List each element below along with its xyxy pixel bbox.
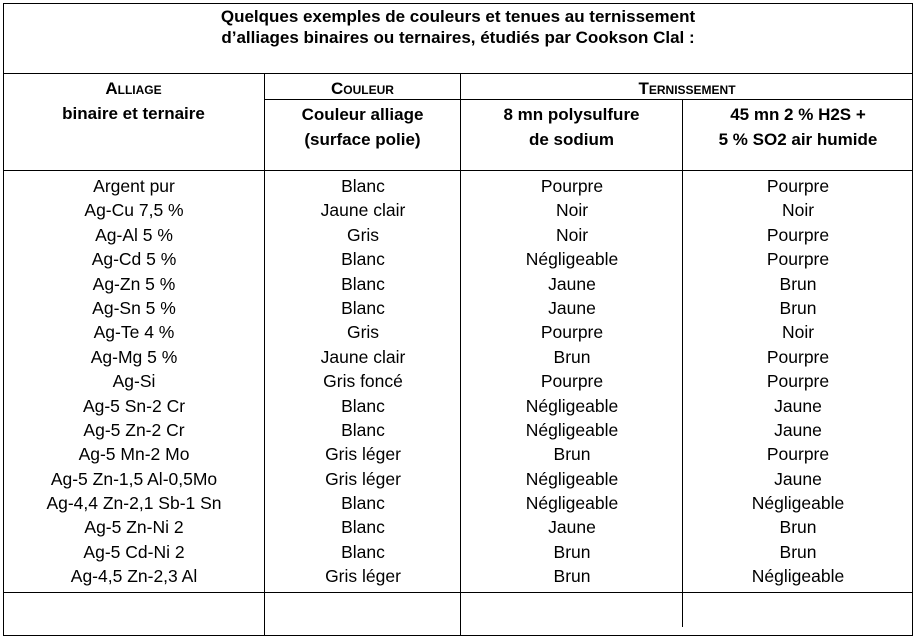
cell-h2s: Jaune [774, 419, 822, 440]
cell-alliage: Ag-Mg 5 % [90, 346, 178, 367]
cell-alliage: Ag-Cu 7,5 % [84, 200, 184, 221]
table-row [3, 394, 913, 418]
title-line-2: d’alliages binaires ou ternaires, étudiés par Cookson Clal : [221, 28, 695, 47]
cell-h2s: Brun [779, 273, 817, 294]
cell-couleur: Gris [346, 224, 380, 245]
cell-couleur: Blanc [341, 176, 385, 196]
cell-h2s: Pourpre [766, 176, 830, 196]
cell-couleur: Blanc [341, 249, 385, 270]
cell-polysulfure: Jaune [548, 517, 596, 538]
header-couleur: Couleur [331, 79, 394, 98]
table-row [3, 491, 913, 515]
cell-h2s: Pourpre [766, 249, 830, 270]
header-couleur-sub-2: (surface polie) [304, 130, 421, 149]
cell-polysulfure: Négligeable [525, 419, 619, 440]
cell-h2s: Brun [779, 541, 817, 562]
cell-polysulfure: Pourpre [540, 371, 604, 392]
cell-alliage: Ag-Si [112, 371, 156, 392]
table-row [3, 320, 913, 344]
cell-alliage: Ag-5 Cd-Ni 2 [83, 541, 185, 562]
cell-h2s: Pourpre [766, 224, 830, 245]
table-row [3, 272, 913, 296]
cell-couleur: Blanc [341, 493, 385, 514]
cell-h2s: Jaune [774, 395, 822, 416]
table-row [3, 198, 913, 222]
cell-h2s: Négligeable [751, 566, 845, 587]
cell-couleur: Blanc [341, 419, 385, 440]
header-h2s [683, 102, 913, 152]
header-alliage-label: Alliage [105, 79, 162, 98]
header-couleur-sub-1: Couleur alliage [301, 105, 424, 124]
cell-couleur: Blanc [341, 541, 385, 562]
cell-h2s: Pourpre [766, 371, 830, 392]
cell-h2s: Noir [781, 322, 815, 343]
table-title [3, 6, 913, 48]
cell-alliage: Ag-Cd 5 % [91, 249, 177, 270]
cell-alliage: Ag-5 Mn-2 Mo [78, 444, 190, 465]
cell-couleur: Blanc [341, 395, 385, 416]
table-row [3, 442, 913, 466]
cell-polysulfure: Brun [553, 346, 591, 367]
title-divider [3, 73, 913, 74]
table-row [3, 174, 913, 198]
cell-alliage: Ag-5 Sn-2 Cr [82, 395, 186, 416]
cell-alliage: Ag-Zn 5 % [92, 273, 176, 294]
cell-alliage: Ag-Sn 5 % [92, 297, 176, 318]
cell-polysulfure: Brun [553, 541, 591, 562]
cell-polysulfure: Brun [553, 566, 591, 587]
cell-polysulfure: Jaune [548, 297, 596, 318]
cell-couleur: Jaune clair [320, 346, 406, 367]
header-alliage-sub: binaire et ternaire [62, 104, 205, 123]
header-tern-b-1: 45 mn 2 % H2S + [730, 105, 866, 124]
cell-h2s: Noir [781, 200, 815, 221]
cell-couleur: Jaune clair [320, 200, 406, 221]
header-divider [3, 170, 913, 171]
cell-couleur: Gris [346, 322, 380, 343]
cell-alliage: Ag-4,5 Zn-2,3 Al [70, 566, 198, 587]
cell-polysulfure: Brun [553, 444, 591, 465]
cell-polysulfure: Négligeable [525, 493, 619, 514]
cell-polysulfure: Noir [555, 224, 589, 245]
cell-polysulfure: Négligeable [525, 395, 619, 416]
cell-h2s: Brun [779, 297, 817, 318]
cell-couleur: Blanc [341, 297, 385, 318]
cell-couleur: Gris foncé [323, 371, 403, 392]
table-row [3, 515, 913, 539]
header-polysulfure [461, 102, 682, 152]
table-row [3, 247, 913, 271]
table-row [3, 418, 913, 442]
cell-h2s: Pourpre [766, 444, 830, 465]
cell-alliage: Ag-Te 4 % [93, 322, 175, 343]
cell-polysulfure: Pourpre [540, 176, 604, 196]
cell-polysulfure: Négligeable [525, 468, 619, 489]
title-line-1: Quelques exemples de couleurs et tenues au ternissement [220, 7, 696, 26]
cell-couleur: Gris léger [325, 444, 401, 465]
footer-divider [3, 592, 913, 593]
cell-alliage: Ag-Al 5 % [95, 224, 173, 245]
cell-h2s: Jaune [774, 468, 822, 489]
table-row [3, 564, 913, 588]
table-row [3, 369, 913, 393]
cell-h2s: Négligeable [751, 493, 845, 514]
cell-alliage: Argent pur [93, 176, 175, 196]
header-tern-a-2: de sodium [528, 130, 614, 149]
table-body [3, 174, 913, 589]
table-row [3, 296, 913, 320]
header-tern-a-1: 8 mn polysulfure [503, 105, 640, 124]
table-row [3, 345, 913, 369]
table-row [3, 467, 913, 491]
table-row [3, 223, 913, 247]
cell-h2s: Brun [779, 517, 817, 538]
cell-h2s: Pourpre [766, 346, 830, 367]
header-alliage [3, 76, 264, 126]
header-ternissement: Ternissement [638, 79, 736, 98]
cell-couleur: Blanc [341, 273, 385, 294]
cell-couleur: Blanc [341, 517, 385, 538]
header-tern-b-2: 5 % SO2 air humide [718, 130, 878, 149]
cell-alliage: Ag-5 Zn-Ni 2 [84, 517, 184, 538]
cell-couleur: Gris léger [325, 566, 401, 587]
table-row [3, 540, 913, 564]
cell-alliage: Ag-5 Zn-1,5 Al-0,5Mo [50, 468, 218, 489]
cell-couleur: Gris léger [325, 468, 401, 489]
cell-polysulfure: Négligeable [525, 249, 619, 270]
cell-alliage: Ag-5 Zn-2 Cr [83, 419, 185, 440]
cell-alliage: Ag-4,4 Zn-2,1 Sb-1 Sn [46, 493, 222, 514]
header-couleur-alliage [265, 102, 460, 152]
cell-polysulfure: Pourpre [540, 322, 604, 343]
cell-polysulfure: Noir [555, 200, 589, 221]
cell-polysulfure: Jaune [548, 273, 596, 294]
